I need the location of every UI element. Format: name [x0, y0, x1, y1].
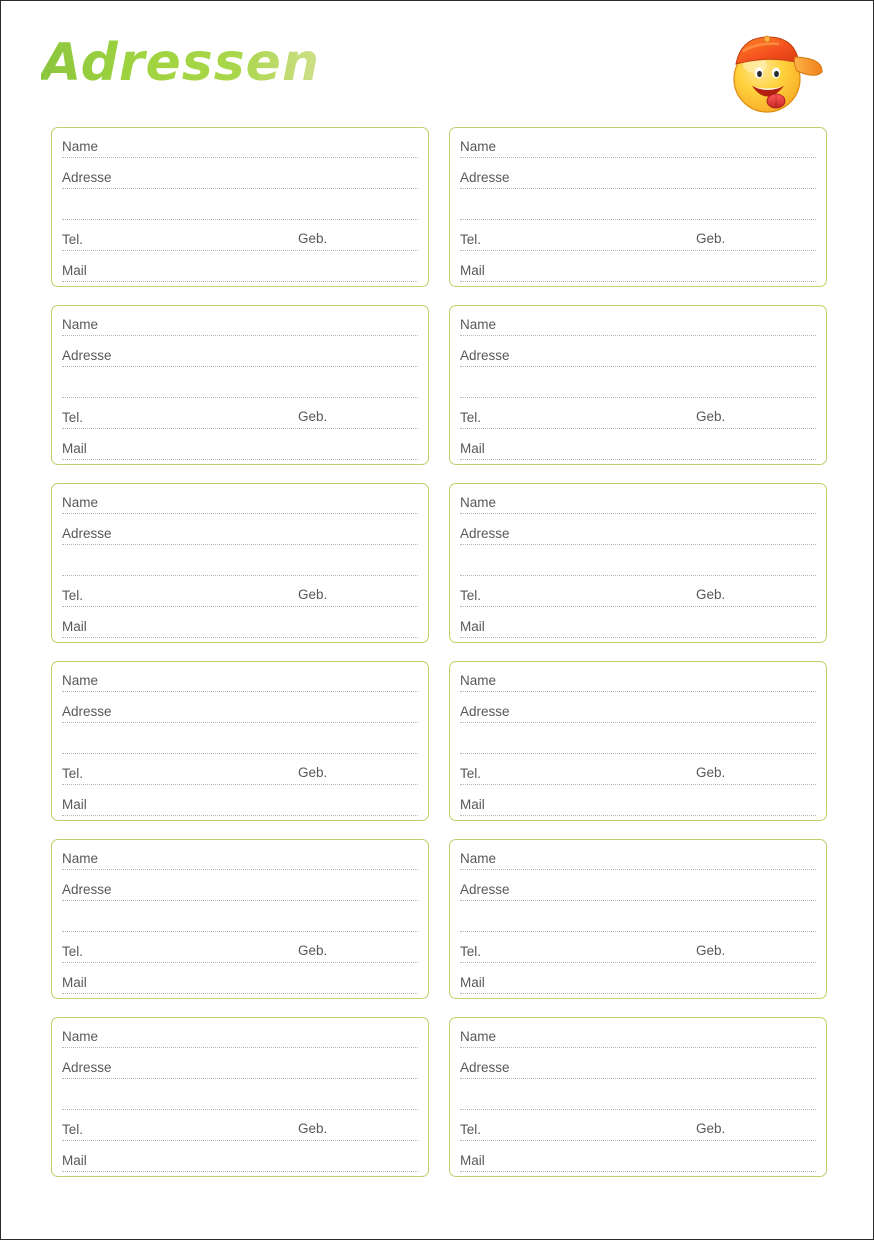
- dotted-line: [62, 513, 418, 514]
- field-label-tel: Tel.: [62, 944, 87, 960]
- page-content: [1, 1, 873, 1239]
- card-row: [51, 1017, 827, 1177]
- field-mail[interactable]: [62, 440, 418, 462]
- field-adresse-line2[interactable]: [62, 734, 418, 756]
- dotted-line: [62, 575, 418, 576]
- dotted-line: [460, 575, 816, 576]
- field-label-tel: Tel.: [460, 232, 485, 248]
- field-label-mail: Mail: [62, 797, 91, 813]
- field-adresse[interactable]: [62, 703, 418, 725]
- field-label-tel: Tel.: [62, 766, 87, 782]
- field-label-name: Name: [460, 317, 500, 333]
- field-label-tel: Tel.: [62, 588, 87, 604]
- dotted-line: [62, 157, 418, 158]
- dotted-line: [460, 188, 816, 189]
- field-label-mail: Mail: [460, 797, 489, 813]
- address-card[interactable]: [51, 839, 429, 999]
- field-adresse-line2[interactable]: [62, 1090, 418, 1112]
- field-label-geb: Geb.: [696, 409, 729, 425]
- field-label-mail: Mail: [62, 619, 91, 635]
- address-card[interactable]: [449, 661, 827, 821]
- dotted-line: [460, 722, 816, 723]
- field-name[interactable]: [460, 494, 816, 516]
- field-label-adresse: Adresse: [460, 170, 514, 186]
- field-mail[interactable]: [460, 262, 816, 284]
- dotted-line: [62, 219, 418, 220]
- dotted-line: [62, 397, 418, 398]
- dotted-line: [460, 753, 816, 754]
- field-label-geb: Geb.: [298, 231, 331, 247]
- field-name[interactable]: [460, 316, 816, 338]
- dotted-line: [62, 784, 418, 785]
- dotted-line: [460, 1078, 816, 1079]
- field-tel-geb[interactable]: [460, 1121, 816, 1143]
- field-adresse-line2[interactable]: [62, 912, 418, 934]
- field-mail[interactable]: [62, 796, 418, 818]
- field-adresse-line2[interactable]: [460, 1090, 816, 1112]
- field-tel-geb[interactable]: [62, 587, 418, 609]
- field-tel-geb[interactable]: [460, 765, 816, 787]
- field-adresse[interactable]: [460, 1059, 816, 1081]
- field-adresse[interactable]: [460, 169, 816, 191]
- field-adresse-line2[interactable]: [62, 556, 418, 578]
- field-mail[interactable]: [460, 618, 816, 640]
- field-tel-geb[interactable]: [62, 231, 418, 253]
- dotted-line: [460, 1109, 816, 1110]
- field-name[interactable]: [460, 138, 816, 160]
- field-label-adresse: Adresse: [62, 704, 116, 720]
- field-adresse-line2[interactable]: [460, 200, 816, 222]
- dotted-line: [62, 250, 418, 251]
- field-label-name: Name: [62, 317, 102, 333]
- address-card[interactable]: [449, 839, 827, 999]
- dotted-line: [62, 335, 418, 336]
- dotted-line: [62, 281, 418, 282]
- field-label-name: Name: [62, 1029, 102, 1045]
- field-label-adresse: Adresse: [460, 348, 514, 364]
- field-label-mail: Mail: [460, 619, 489, 635]
- field-adresse-line2[interactable]: [460, 378, 816, 400]
- field-tel-geb[interactable]: [460, 943, 816, 965]
- address-card[interactable]: [51, 305, 429, 465]
- dotted-line: [62, 962, 418, 963]
- field-tel-geb[interactable]: [62, 409, 418, 431]
- dotted-line: [460, 1047, 816, 1048]
- field-adresse-line2[interactable]: [460, 912, 816, 934]
- field-label-tel: Tel.: [62, 410, 87, 426]
- field-label-geb: Geb.: [298, 765, 331, 781]
- field-adresse[interactable]: [62, 881, 418, 903]
- dotted-line: [460, 250, 816, 251]
- address-card[interactable]: [449, 305, 827, 465]
- dotted-line: [460, 784, 816, 785]
- dotted-line: [460, 606, 816, 607]
- dotted-line: [460, 1140, 816, 1141]
- dotted-line: [62, 637, 418, 638]
- field-adresse[interactable]: [62, 1059, 418, 1081]
- dotted-line: [62, 691, 418, 692]
- field-adresse[interactable]: [460, 347, 816, 369]
- field-label-name: Name: [460, 673, 500, 689]
- page-header: [1, 1, 874, 121]
- dotted-line: [460, 869, 816, 870]
- field-name[interactable]: [62, 672, 418, 694]
- dotted-line: [62, 1171, 418, 1172]
- dotted-line: [460, 335, 816, 336]
- dotted-line: [62, 366, 418, 367]
- address-card[interactable]: [449, 483, 827, 643]
- field-label-name: Name: [460, 495, 500, 511]
- field-adresse-line2[interactable]: [62, 378, 418, 400]
- field-label-mail: Mail: [460, 975, 489, 991]
- address-card[interactable]: [449, 1017, 827, 1177]
- dotted-line: [62, 869, 418, 870]
- field-label-mail: Mail: [62, 263, 91, 279]
- field-label-geb: Geb.: [696, 943, 729, 959]
- dotted-line: [62, 753, 418, 754]
- field-adresse-line2[interactable]: [460, 556, 816, 578]
- field-label-geb: Geb.: [298, 943, 331, 959]
- dotted-line: [460, 691, 816, 692]
- field-mail[interactable]: [62, 262, 418, 284]
- dotted-line: [460, 1171, 816, 1172]
- field-name[interactable]: [460, 1028, 816, 1050]
- field-adresse[interactable]: [62, 169, 418, 191]
- field-label-geb: Geb.: [298, 409, 331, 425]
- dotted-line: [460, 900, 816, 901]
- dotted-line: [62, 459, 418, 460]
- card-row: [51, 839, 827, 999]
- field-label-adresse: Adresse: [62, 348, 116, 364]
- field-label-tel: Tel.: [62, 1122, 87, 1138]
- field-tel-geb[interactable]: [62, 765, 418, 787]
- field-label-tel: Tel.: [460, 588, 485, 604]
- field-label-adresse: Adresse: [62, 882, 116, 898]
- field-label-tel: Tel.: [62, 232, 87, 248]
- field-label-mail: Mail: [460, 441, 489, 457]
- field-label-geb: Geb.: [696, 765, 729, 781]
- field-tel-geb[interactable]: [62, 943, 418, 965]
- dotted-line: [460, 428, 816, 429]
- dotted-line: [62, 1078, 418, 1079]
- field-tel-geb[interactable]: [460, 231, 816, 253]
- dotted-line: [62, 188, 418, 189]
- field-adresse[interactable]: [62, 525, 418, 547]
- field-label-adresse: Adresse: [460, 704, 514, 720]
- dotted-line: [62, 931, 418, 932]
- field-label-mail: Mail: [62, 441, 91, 457]
- field-label-name: Name: [62, 495, 102, 511]
- dotted-line: [460, 544, 816, 545]
- page-title: Adressen: [41, 33, 320, 93]
- field-label-adresse: Adresse: [62, 170, 116, 186]
- field-adresse[interactable]: [460, 703, 816, 725]
- card-row: [51, 483, 827, 643]
- field-label-name: Name: [460, 139, 500, 155]
- field-label-mail: Mail: [62, 1153, 91, 1169]
- dotted-line: [62, 722, 418, 723]
- dotted-line: [62, 1109, 418, 1110]
- field-adresse[interactable]: [460, 881, 816, 903]
- field-mail[interactable]: [460, 796, 816, 818]
- dotted-line: [460, 281, 816, 282]
- dotted-line: [460, 513, 816, 514]
- dotted-line: [62, 1047, 418, 1048]
- field-name[interactable]: [62, 494, 418, 516]
- address-card[interactable]: [51, 661, 429, 821]
- dotted-line: [460, 815, 816, 816]
- dotted-line: [460, 931, 816, 932]
- field-label-name: Name: [460, 1029, 500, 1045]
- field-name[interactable]: [62, 1028, 418, 1050]
- dotted-line: [62, 815, 418, 816]
- dotted-line: [460, 157, 816, 158]
- field-label-tel: Tel.: [460, 1122, 485, 1138]
- field-label-adresse: Adresse: [62, 1060, 116, 1076]
- address-card-grid: [51, 127, 827, 1195]
- dotted-line: [62, 428, 418, 429]
- field-label-name: Name: [62, 851, 102, 867]
- field-adresse[interactable]: [62, 347, 418, 369]
- field-label-name: Name: [460, 851, 500, 867]
- field-adresse-line2[interactable]: [460, 734, 816, 756]
- field-mail[interactable]: [62, 1152, 418, 1174]
- field-mail[interactable]: [460, 974, 816, 996]
- dotted-line: [62, 900, 418, 901]
- address-card[interactable]: [51, 483, 429, 643]
- field-label-mail: Mail: [460, 1153, 489, 1169]
- dotted-line: [460, 219, 816, 220]
- field-mail[interactable]: [460, 1152, 816, 1174]
- card-row: [51, 661, 827, 821]
- dotted-line: [460, 993, 816, 994]
- field-label-name: Name: [62, 673, 102, 689]
- dotted-line: [62, 993, 418, 994]
- field-label-geb: Geb.: [696, 231, 729, 247]
- field-adresse-line2[interactable]: [62, 200, 418, 222]
- field-label-adresse: Adresse: [460, 1060, 514, 1076]
- field-name[interactable]: [62, 138, 418, 160]
- field-label-mail: Mail: [460, 263, 489, 279]
- field-label-tel: Tel.: [460, 944, 485, 960]
- address-card[interactable]: [449, 127, 827, 287]
- field-label-name: Name: [62, 139, 102, 155]
- card-row: [51, 305, 827, 465]
- field-mail[interactable]: [62, 618, 418, 640]
- field-mail[interactable]: [460, 440, 816, 462]
- field-label-geb: Geb.: [696, 1121, 729, 1137]
- field-mail[interactable]: [62, 974, 418, 996]
- dotted-line: [460, 366, 816, 367]
- field-label-adresse: Adresse: [460, 526, 514, 542]
- field-label-tel: Tel.: [460, 410, 485, 426]
- field-name[interactable]: [460, 672, 816, 694]
- field-name[interactable]: [62, 316, 418, 338]
- dotted-line: [460, 459, 816, 460]
- field-label-adresse: Adresse: [460, 882, 514, 898]
- dotted-line: [460, 397, 816, 398]
- field-adresse[interactable]: [460, 525, 816, 547]
- field-label-geb: Geb.: [298, 587, 331, 603]
- field-label-geb: Geb.: [696, 587, 729, 603]
- field-label-tel: Tel.: [460, 766, 485, 782]
- dotted-line: [62, 544, 418, 545]
- field-label-adresse: Adresse: [62, 526, 116, 542]
- dotted-line: [62, 1140, 418, 1141]
- field-tel-geb[interactable]: [62, 1121, 418, 1143]
- field-label-geb: Geb.: [298, 1121, 331, 1137]
- field-tel-geb[interactable]: [460, 409, 816, 431]
- dotted-line: [460, 962, 816, 963]
- field-label-mail: Mail: [62, 975, 91, 991]
- dotted-line: [460, 637, 816, 638]
- card-row: [51, 127, 827, 287]
- field-tel-geb[interactable]: [460, 587, 816, 609]
- smiley-with-cap-icon: [719, 31, 829, 121]
- field-name[interactable]: [62, 850, 418, 872]
- address-card[interactable]: [51, 1017, 429, 1177]
- address-card[interactable]: [51, 127, 429, 287]
- dotted-line: [62, 606, 418, 607]
- field-name[interactable]: [460, 850, 816, 872]
